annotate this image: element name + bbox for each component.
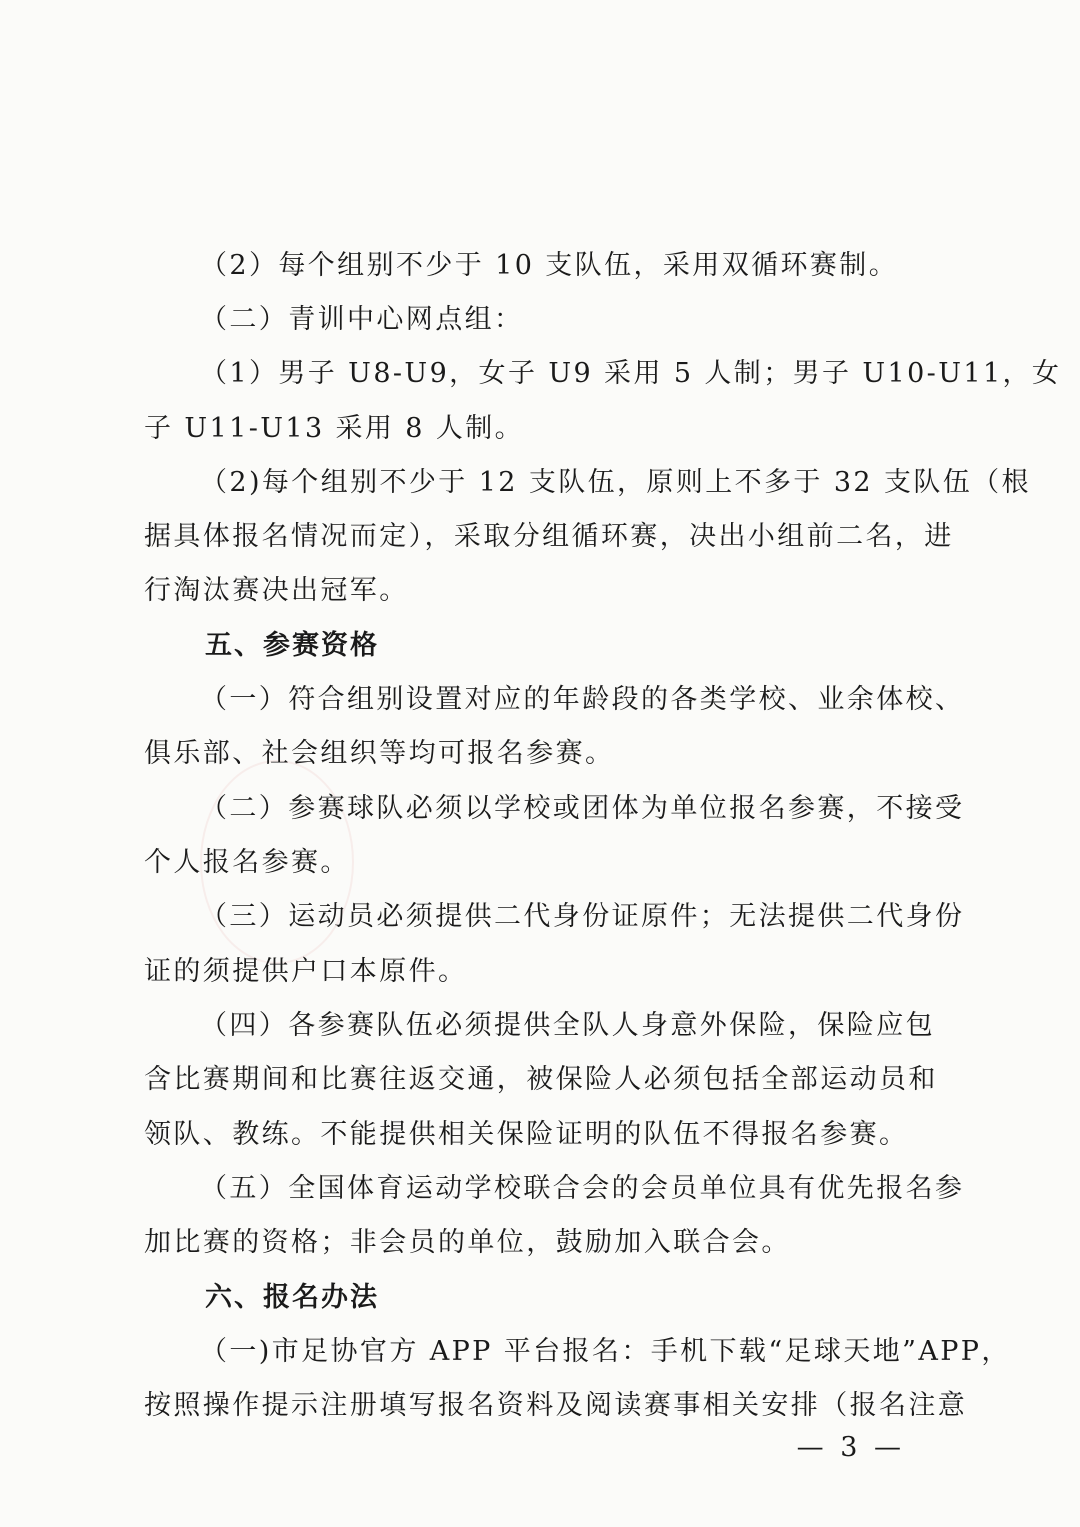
section-heading: 五、参赛资格 (205, 630, 379, 661)
paragraph-line: 子 U11-U13 采用 8 人制。 (144, 413, 525, 444)
paragraph-line: （五）全国体育运动学校联合会的会员单位具有优先报名参 (200, 1173, 965, 1204)
paragraph-line: （四）各参赛队伍必须提供全队人身意外保险，保险应包 (200, 1010, 935, 1041)
paragraph-line: （2）每个组别不少于 10 支队伍，采用双循环赛制。 (200, 250, 899, 281)
paragraph-line: 领队、教练。不能提供相关保险证明的队伍不得报名参赛。 (144, 1119, 909, 1150)
paragraph-line: 加比赛的资格；非会员的单位，鼓励加入联合会。 (144, 1227, 791, 1258)
paragraph-line: （三）运动员必须提供二代身份证原件；无法提供二代身份 (200, 901, 965, 932)
page-number: — 3 — (796, 1432, 905, 1463)
paragraph-line: 证的须提供户口本原件。 (144, 956, 468, 987)
paragraph-line: 含比赛期间和比赛往返交通，被保险人必须包括全部运动员和 (144, 1064, 938, 1095)
paragraph-line: 据具体报名情况而定），采取分组循环赛，决出小组前二名，进 (144, 521, 954, 552)
paragraph-line: （1）男子 U8-U9，女子 U9 采用 5 人制；男子 U10-U11，女 (200, 358, 1062, 389)
paragraph-line: （二）参赛球队必须以学校或团体为单位报名参赛，不接受 (200, 793, 965, 824)
paragraph-line: 俱乐部、社会组织等均可报名参赛。 (144, 738, 615, 769)
paragraph-line: 个人报名参赛。 (144, 847, 350, 878)
section-subheading: （二）青训中心网点组： (200, 304, 524, 335)
paragraph-line: （一）符合组别设置对应的年龄段的各类学校、业余体校、 (200, 684, 965, 715)
paragraph-line: 行淘汰赛决出冠军。 (144, 575, 409, 606)
paragraph-line: （一)市足协官方 APP 平台报名：手机下载“足球天地”APP， (200, 1336, 1011, 1367)
paragraph-line: （2)每个组别不少于 12 支队伍，原则上不多于 32 支队伍（根 (200, 467, 1031, 498)
paragraph-line: 按照操作提示注册填写报名资料及阅读赛事相关安排（报名注意 (144, 1390, 968, 1421)
section-heading: 六、报名办法 (205, 1282, 379, 1313)
